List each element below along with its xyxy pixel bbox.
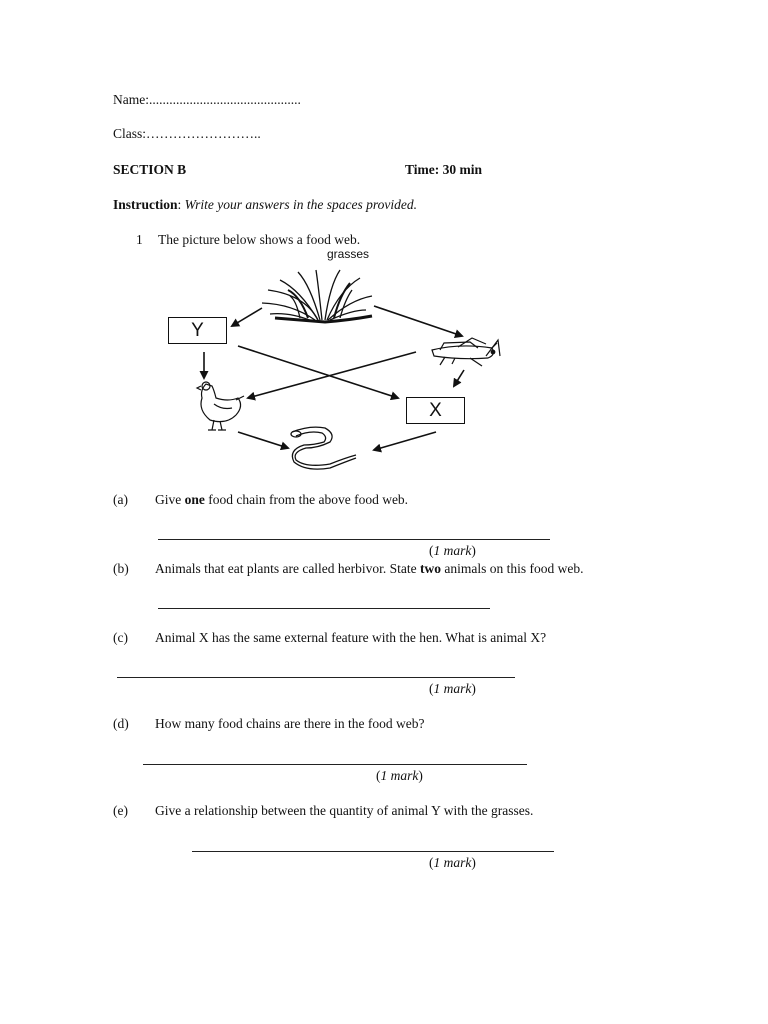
answer-line-d[interactable] (143, 764, 527, 765)
arrow-y-to-x (238, 346, 398, 398)
arrow-grasses-to-grasshopper (374, 306, 462, 336)
time-label: Time: 30 min (405, 162, 482, 177)
class-dots: …………………….. (146, 126, 261, 141)
box-y: Y (168, 317, 227, 344)
answer-line-a[interactable] (158, 539, 550, 540)
answer-line-c[interactable] (117, 677, 515, 678)
part-e-label: (e) (113, 803, 128, 818)
answer-line-e[interactable] (192, 851, 554, 852)
snake-icon (291, 427, 356, 469)
grasses-label: grasses (327, 247, 370, 261)
food-web-arrows (204, 306, 464, 450)
part-c-question: Animal X has the same external feature with the hen. What is animal X? (155, 630, 547, 645)
instruction-text: Write your answers in the spaces provided. (184, 197, 418, 212)
grasshopper-icon (432, 338, 500, 366)
part-b-question: Animals that eat plants are called herbivor. State two animals on this food web. (155, 561, 584, 576)
class-label: Class: (113, 126, 147, 141)
name-dots: ............................................. (149, 92, 301, 107)
part-d-label: (d) (113, 716, 129, 731)
instruction-label: Instruction (113, 197, 178, 212)
question-number: 1 (136, 232, 143, 247)
part-d-question: How many food chains are there in the food web? (155, 716, 425, 731)
mark-a: (1 mark) (429, 543, 476, 558)
instruction-sep: : (177, 197, 185, 212)
grasses-icon (262, 270, 372, 322)
arrow-x-to-snake (374, 432, 436, 450)
part-c-label: (c) (113, 630, 128, 645)
part-a-label: (a) (113, 492, 128, 507)
question-text: The picture below shows a food web. (158, 232, 361, 247)
answer-line-b[interactable] (158, 608, 490, 609)
hen-icon (197, 382, 244, 430)
part-a-question: Give one food chain from the above food web. (155, 492, 409, 507)
box-x: X (406, 397, 465, 424)
arrow-grasshopper-to-x (454, 370, 464, 386)
arrow-grasses-to-y (232, 308, 262, 326)
arrow-grasshopper-to-hen (248, 352, 416, 398)
name-label: Name: (113, 92, 149, 107)
section-title: SECTION B (113, 162, 187, 177)
part-b-label: (b) (113, 561, 129, 576)
mark-d: (1 mark) (376, 768, 423, 783)
mark-c: (1 mark) (429, 681, 476, 696)
mark-e: (1 mark) (429, 855, 476, 870)
part-e-question: Give a relationship between the quantity of animal Y with the grasses. (155, 803, 534, 818)
arrow-hen-to-snake (238, 432, 288, 448)
